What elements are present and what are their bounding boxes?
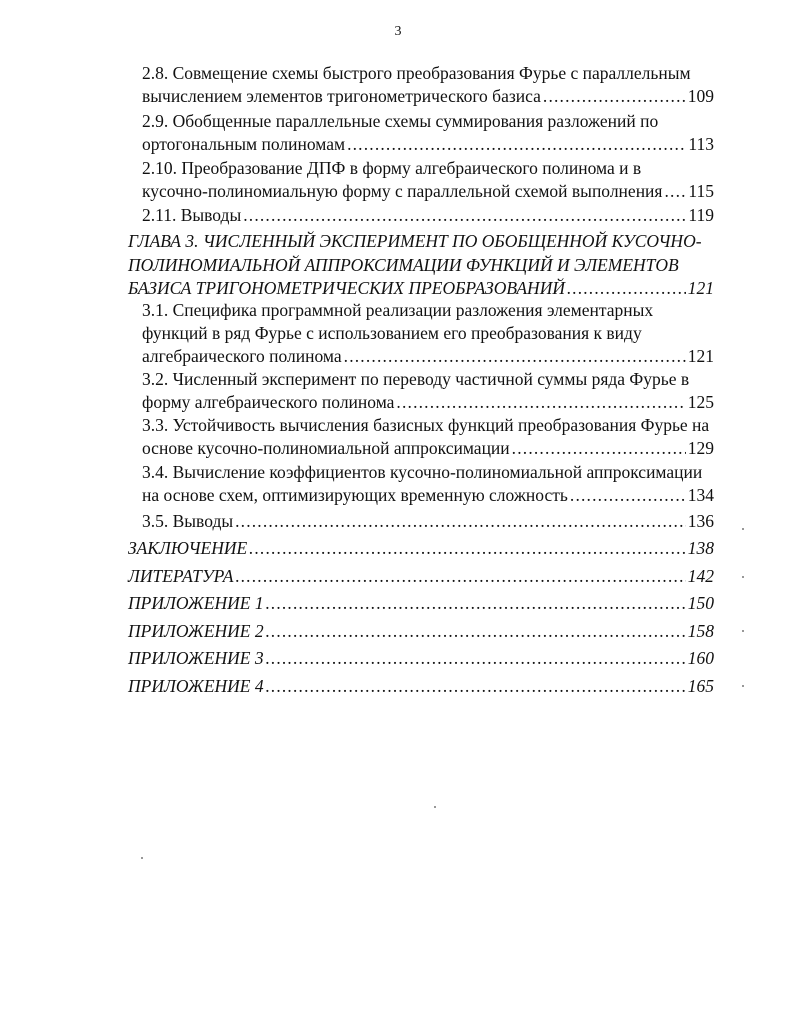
toc-appendix-1[interactable] [128, 592, 714, 615]
toc-entry-text: форму алгебраического полинома [142, 392, 395, 412]
toc-page-number: 125 [687, 392, 714, 412]
toc-appendix-2[interactable] [128, 620, 714, 643]
toc-entry-text: алгебраического полинома [142, 346, 342, 366]
toc-entry-text: 3.4. Вычисление коэффициентов кусочно-полиномиальной аппроксимации [142, 462, 703, 482]
leader-dots [570, 484, 686, 507]
toc-entry-text: ПРИЛОЖЕНИЕ 3 [128, 648, 264, 668]
leader-dots [249, 537, 686, 560]
toc-page-number: 121 [687, 278, 714, 298]
chapter-title-line: БАЗИСА ТРИГОНОМЕТРИЧЕСКИХ ПРЕОБРАЗОВАНИЙ [128, 278, 565, 298]
scan-speck [742, 685, 744, 687]
toc-entry-text: ортогональным полиномам [142, 134, 346, 154]
toc-conclusion[interactable] [128, 537, 714, 560]
leader-dots [266, 592, 686, 615]
toc-entry-text: 2.10. Преобразование ДПФ в форму алгебраического полинома и в [142, 158, 642, 178]
toc-appendix-3[interactable] [128, 647, 714, 670]
toc-entry-3-2[interactable] [142, 368, 714, 414]
toc-page-number: 113 [688, 134, 714, 154]
toc-entry-text: 2.11. Выводы [142, 205, 242, 225]
leader-dots [266, 647, 686, 670]
toc-page-number: 121 [687, 346, 714, 366]
toc-entry-2-9[interactable] [142, 110, 714, 156]
leader-dots [347, 133, 686, 156]
toc-entry-text: ЛИТЕРАТУРА [128, 566, 234, 586]
toc-entry-text: 3.3. Устойчивость вычисления базисных функций преобразования Фурье на [142, 415, 710, 435]
toc-entry-2-11[interactable] [142, 204, 714, 227]
toc-entry-3-3[interactable] [142, 414, 714, 460]
toc-entry-2-10[interactable] [142, 157, 714, 203]
toc-literature[interactable] [128, 565, 714, 588]
leader-dots [567, 277, 686, 301]
leader-dots [664, 180, 686, 203]
chapter-title-line: ПОЛИНОМИАЛЬНОЙ АППРОКСИМАЦИИ ФУНКЦИЙ И ЭЛЕМЕНТОВ [128, 254, 679, 275]
toc-entry-text: ПРИЛОЖЕНИЕ 4 [128, 676, 264, 696]
leader-dots [543, 85, 686, 108]
leader-dots [266, 620, 686, 643]
toc-page-number: 150 [687, 593, 714, 613]
toc-entry-text: 3.2. Численный эксперимент по переводу частичной суммы ряда Фурье в [142, 369, 690, 389]
toc-entry-text: функций в ряд Фурье с использованием его преобразования к виду [142, 323, 642, 343]
toc-page-number: 119 [688, 205, 714, 225]
toc-page-number: 158 [687, 621, 714, 641]
scan-speck [742, 576, 744, 578]
toc-page-number: 165 [687, 676, 714, 696]
leader-dots [512, 437, 686, 460]
leader-dots [235, 565, 685, 588]
scan-speck [434, 806, 436, 808]
toc-entry-text: на основе схем, оптимизирующих временную сложность [142, 485, 568, 505]
toc-page-number: 136 [687, 511, 714, 531]
scan-speck [141, 857, 143, 859]
toc-chapter-3[interactable] [128, 230, 714, 301]
toc-entry-3-4[interactable] [142, 461, 714, 507]
toc-entry-2-8[interactable] [142, 62, 714, 108]
leader-dots [235, 510, 686, 533]
leader-dots [396, 391, 685, 414]
leader-dots [266, 675, 686, 698]
toc-entry-text: ПРИЛОЖЕНИЕ 2 [128, 621, 264, 641]
toc-entry-text: 3.1. Специфика программной реализации разложения элементарных [142, 300, 654, 320]
toc-page-number: 138 [687, 538, 714, 558]
chapter-title-line: ГЛАВА 3. ЧИСЛЕННЫЙ ЭКСПЕРИМЕНТ ПО ОБОБЩЕННОЙ КУСОЧНО- [128, 231, 702, 251]
toc-entry-text: 2.9. Обобщенные параллельные схемы суммирования разложений по [142, 111, 659, 131]
leader-dots [344, 345, 686, 368]
scan-speck [742, 630, 744, 632]
toc-entry-text: основе кусочно-полиномиальной аппроксимации [142, 438, 510, 458]
leader-dots [243, 204, 686, 227]
toc-entry-text: ПРИЛОЖЕНИЕ 1 [128, 593, 264, 613]
toc-page-number: 142 [687, 566, 714, 586]
toc-page-number: 109 [687, 86, 714, 106]
toc-page-number: 115 [688, 181, 714, 201]
toc-entry-text: кусочно-полиномиальную форму с параллельной схемой выполнения [142, 181, 663, 201]
toc-entry-3-5[interactable] [142, 510, 714, 533]
toc-entry-3-1[interactable] [142, 299, 714, 368]
toc-entry-text: 2.8. Совмещение схемы быстрого преобразования Фурье с параллельным [142, 63, 691, 83]
toc-page-number: 160 [687, 648, 714, 668]
toc-page-number: 134 [687, 485, 714, 505]
toc-appendix-4[interactable] [128, 675, 714, 698]
toc-page-number: 129 [687, 438, 714, 458]
toc-entry-text: 3.5. Выводы [142, 511, 234, 531]
toc-entry-text: ЗАКЛЮЧЕНИЕ [128, 538, 248, 558]
toc-entry-text: вычислением элементов тригонометрического базиса [142, 86, 541, 106]
scan-speck [742, 528, 744, 530]
page-number: 3 [394, 24, 402, 39]
